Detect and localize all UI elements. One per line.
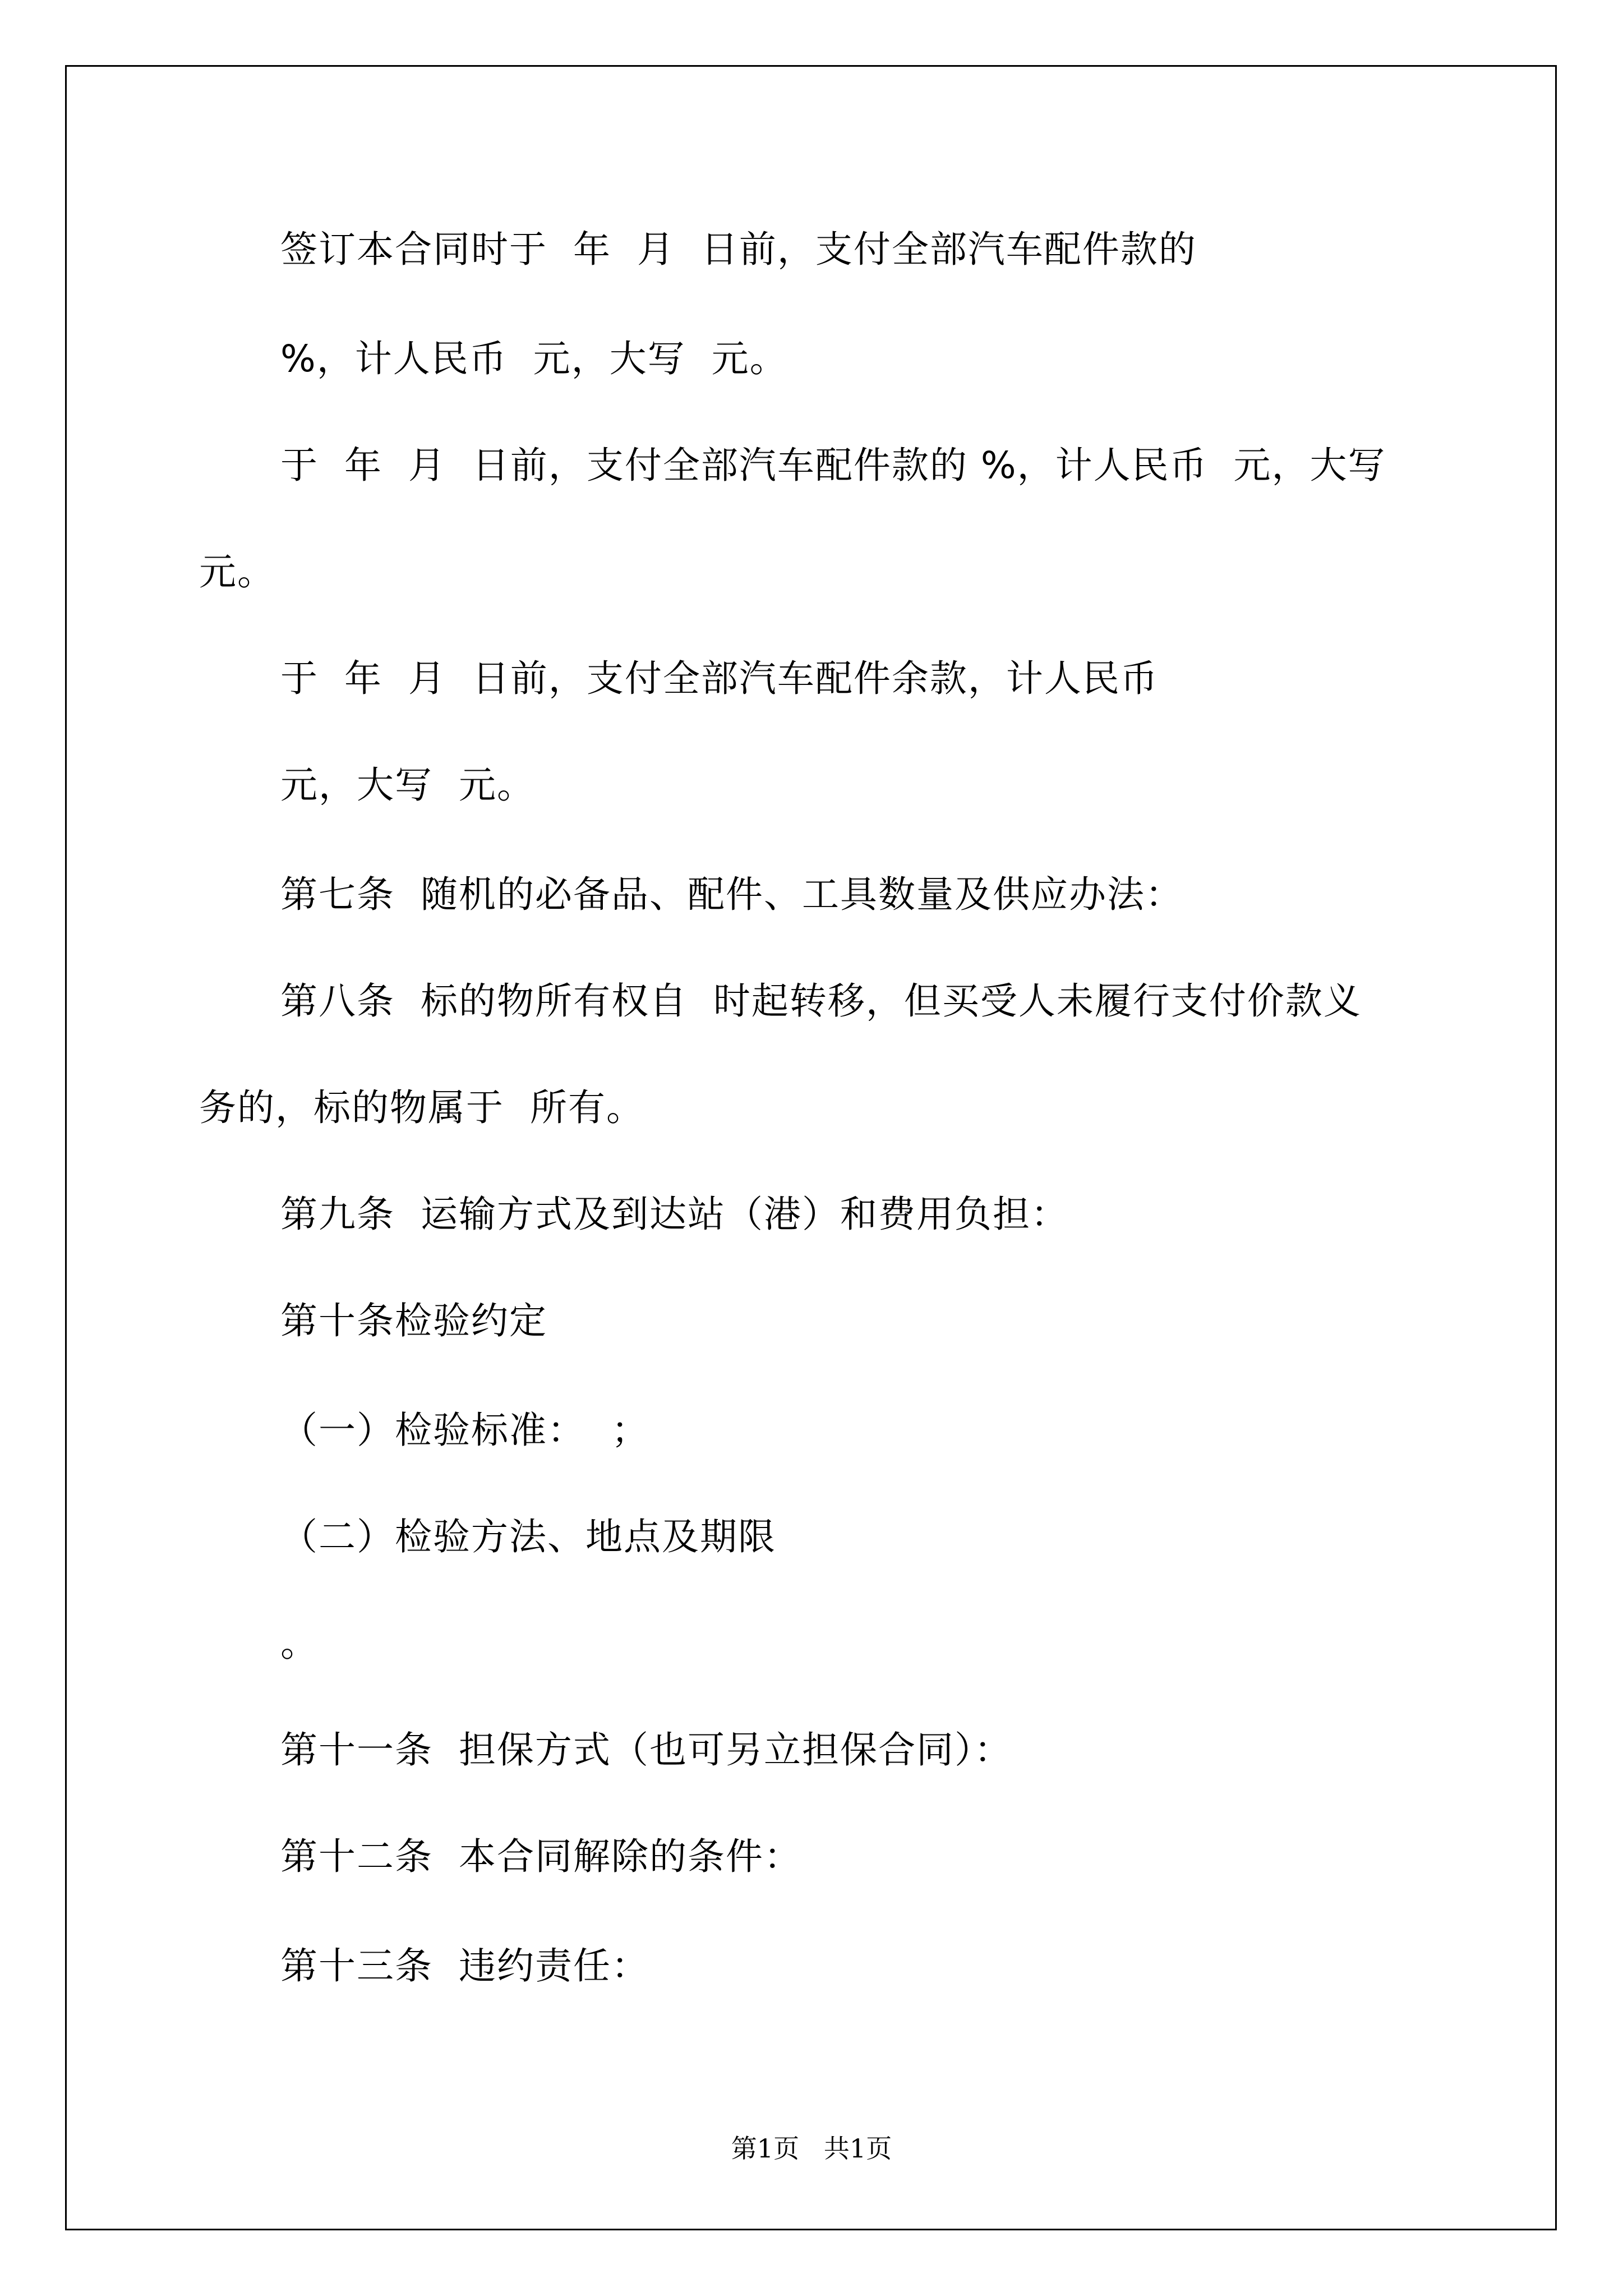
paragraph-line: 签订本合同时于 年 月 日前，支付全部汽车配件款的 — [280, 228, 1197, 271]
paragraph-line: 第十一条 担保方式（也可另立担保合同）： — [280, 1728, 1012, 1772]
paragraph-line: 第八条 标的物所有权自 时起转移，但买受人未履行支付价款义 — [280, 979, 1362, 1023]
paragraph-line: （一）检验标准： ； — [280, 1409, 649, 1452]
paragraph-line: 务的，标的物属于 所有。 — [199, 1086, 644, 1129]
page-number-footer: 第1页 共1页 — [731, 2133, 892, 2164]
paragraph-line: 于 年 月 日前，支付全部汽车配件款的 %，计人民币 元，大写 — [280, 444, 1386, 487]
paragraph-line: 第七条 随机的必备品、配件、工具数量及供应办法： — [280, 873, 1183, 916]
paragraph-line: %，计人民币 元，大写 元。 — [280, 337, 788, 380]
paragraph-line: 元。 — [199, 550, 275, 593]
paragraph-line: 第十二条 本合同解除的条件： — [280, 1835, 802, 1878]
paragraph-line: 。 — [280, 1622, 319, 1665]
paragraph-line: 第九条 运输方式及到达站（港）和费用负担： — [280, 1193, 1069, 1236]
paragraph-line: 元，大写 元。 — [280, 763, 535, 807]
paragraph-line: 第十条检验约定 — [280, 1299, 547, 1342]
page-border — [65, 65, 1557, 2230]
paragraph-line: （二）检验方法、地点及期限 — [280, 1515, 776, 1558]
paragraph-line: 于 年 月 日前，支付全部汽车配件余款，计人民币 — [280, 657, 1159, 700]
paragraph-line: 第十三条 违约责任： — [280, 1944, 649, 1987]
